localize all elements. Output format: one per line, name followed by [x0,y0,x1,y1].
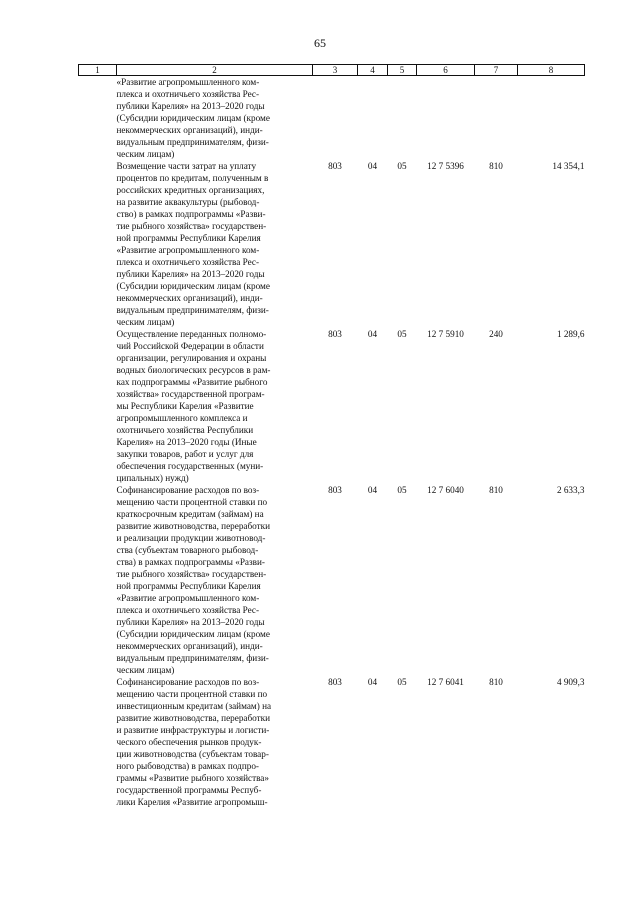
description-line: ной программы Республики Карелия [116,233,261,243]
description-line: ках подпрограммы «Развитие рыбного [116,377,268,387]
description-line: закупки товаров, работ и услуг для [116,449,254,459]
description-line: (Субсидии юридическим лицам (кроме [116,281,270,291]
description-line: мы Республики Карелия «Развитие [116,401,254,411]
target-article-cell: 12 7 5910 [427,329,464,339]
target-article-cell: 12 7 5396 [427,161,464,171]
description-line: водных биологических ресурсов в рам- [116,365,271,375]
description-line: охотничьего хозяйства Республики [116,425,254,435]
description-line: инвестиционным кредитам (займам) на [116,701,272,711]
description-line: публики Карелия» на 2013–2020 годы [116,101,265,111]
description-line: организации, регулирования и охраны [116,353,267,363]
column-header: 8 [518,65,585,76]
subsection-code-cell: 05 [397,161,407,171]
row-number-cell [79,76,117,161]
target-article-cell: 12 7 6041 [427,677,464,687]
section-code-cell: 04 [367,161,378,171]
description-line: агропромышленного комплекса и [116,413,248,423]
expense-type-cell: 810 [489,485,503,495]
description-line: Карелия» на 2013–2020 годы (Иные [116,437,257,447]
description-line: плекса и охотничьего хозяйства Рес- [116,257,260,267]
section-code-cell: 04 [367,485,378,495]
description-line: мещению части процентной ставки по [116,689,268,699]
description-line: ципальных) нужд) [116,473,189,483]
subsection-code-cell: 05 [397,485,407,495]
column-header: 4 [358,65,388,76]
description-line: граммы «Развитие рыбного хозяйства» [116,773,269,783]
description-line: Софинансирование расходов по воз- [116,677,260,687]
description-cell [117,76,313,161]
section-code-cell: 04 [367,329,378,339]
table-row [79,76,585,161]
description-line: некоммерческих организаций), инди- [116,125,263,135]
column-header: 3 [313,65,358,76]
description-line: ческого обеспечения рынков продук- [116,737,262,747]
description-line: лики Карелия «Развитие агропромыш- [116,797,268,807]
section-code-cell [358,76,388,161]
description-line: на развитие аквакультуры (рыбовод- [116,197,260,207]
row-number-cell [79,160,117,328]
amount-cell: 1 289,6 [556,329,585,339]
table-row [79,160,585,328]
description-line: ческим лицам) [116,149,175,159]
description-cell [117,676,313,808]
description-line: (Субсидии юридическим лицам (кроме [116,629,270,639]
description-line: ного рыбоводства) в рамках подпро- [116,761,259,771]
description-line: ство) в рамках подпрограммы «Разви- [116,209,266,219]
description-cell [117,160,313,328]
ministry-code-cell: 803 [328,485,342,495]
description-line: мещению части процентной ставки по [116,497,268,507]
description-line: ной программы Республики Карелия [116,581,261,591]
subsection-code-cell: 05 [397,677,407,687]
description-cell [117,484,313,676]
amount-cell: 14 354,1 [552,161,585,171]
target-article-cell: 12 7 6040 [427,485,464,495]
subsection-code-cell [388,76,417,161]
column-header: 2 [117,65,313,76]
section-code-cell: 04 [367,677,378,687]
description-line: «Развитие агропромышленного ком- [116,245,260,255]
description-line: Возмещение части затрат на уплату [116,161,257,171]
description-line: плекса и охотничьего хозяйства Рес- [116,89,260,99]
amount-cell [518,76,585,161]
description-cell [117,328,313,484]
amount-cell: 4 909,3 [556,677,585,687]
table-row [79,484,585,676]
target-article-cell [417,76,475,161]
ministry-code-cell: 803 [328,677,342,687]
budget-table [78,64,585,808]
description-line: развитие животноводства, переработки [116,713,271,723]
description-line: плекса и охотничьего хозяйства Рес- [116,605,260,615]
description-line: чий Российской Федерации в области [116,341,264,351]
description-line: ции животноводства (субъектам товар- [116,749,269,759]
description-line: Осуществление переданных полномо- [116,329,267,339]
column-header: 1 [79,65,117,76]
description-line: процентов по кредитам, полученным в [116,173,269,183]
expense-type-cell: 810 [489,677,503,687]
amount-cell: 2 633,3 [556,485,585,495]
description-line: и развитие инфраструктуры и логисти- [116,725,270,735]
description-line: обеспечения государственных (муни- [116,461,264,471]
description-line: ства (субъектам товарного рыбовод- [116,545,259,555]
description-line: тие рыбного хозяйства» государствен- [116,221,267,231]
description-line: некоммерческих организаций), инди- [116,293,263,303]
page-number: 65 [314,36,326,50]
column-header: 6 [417,65,475,76]
description-line: развитие животноводства, переработки [116,521,271,531]
ministry-code-cell [313,76,358,161]
description-line: Софинансирование расходов по воз- [116,485,260,495]
description-line: краткосрочным кредитам (займам) на [116,509,264,519]
description-line: публики Карелия» на 2013–2020 годы [116,269,265,279]
description-line: «Развитие агропромышленного ком- [116,593,260,603]
description-line: государственной программы Респуб- [116,785,262,795]
description-line: видуальным предпринимателям, физи- [116,305,269,315]
description-line: «Развитие агропромышленного ком- [116,77,260,87]
description-line: и реализации продукции животновод- [116,533,266,543]
row-number-cell [79,676,117,808]
column-header: 5 [388,65,417,76]
row-number-cell [79,328,117,484]
expense-type-cell [475,76,518,161]
ministry-code-cell: 803 [328,161,342,171]
description-line: тие рыбного хозяйства» государствен- [116,569,267,579]
table-row [79,328,585,484]
expense-type-cell: 240 [489,329,503,339]
ministry-code-cell: 803 [328,329,342,339]
description-line: публики Карелия» на 2013–2020 годы [116,617,265,627]
description-line: хозяйства» государственной програм- [116,389,265,399]
description-line: ческим лицам) [116,317,175,327]
subsection-code-cell: 05 [397,329,407,339]
description-line: некоммерческих организаций), инди- [116,641,263,651]
description-line: видуальным предпринимателям, физи- [116,653,269,663]
column-number-row [79,65,585,76]
table-row [79,676,585,808]
expense-type-cell: 810 [489,161,503,171]
description-line: (Субсидии юридическим лицам (кроме [116,113,270,123]
description-line: российских кредитных организациях, [116,185,265,195]
column-header: 7 [475,65,518,76]
description-line: видуальным предпринимателям, физи- [116,137,269,147]
description-line: ческим лицам) [116,665,175,675]
row-number-cell [79,484,117,676]
description-line: ства) в рамках подпрограммы «Разви- [116,557,265,567]
